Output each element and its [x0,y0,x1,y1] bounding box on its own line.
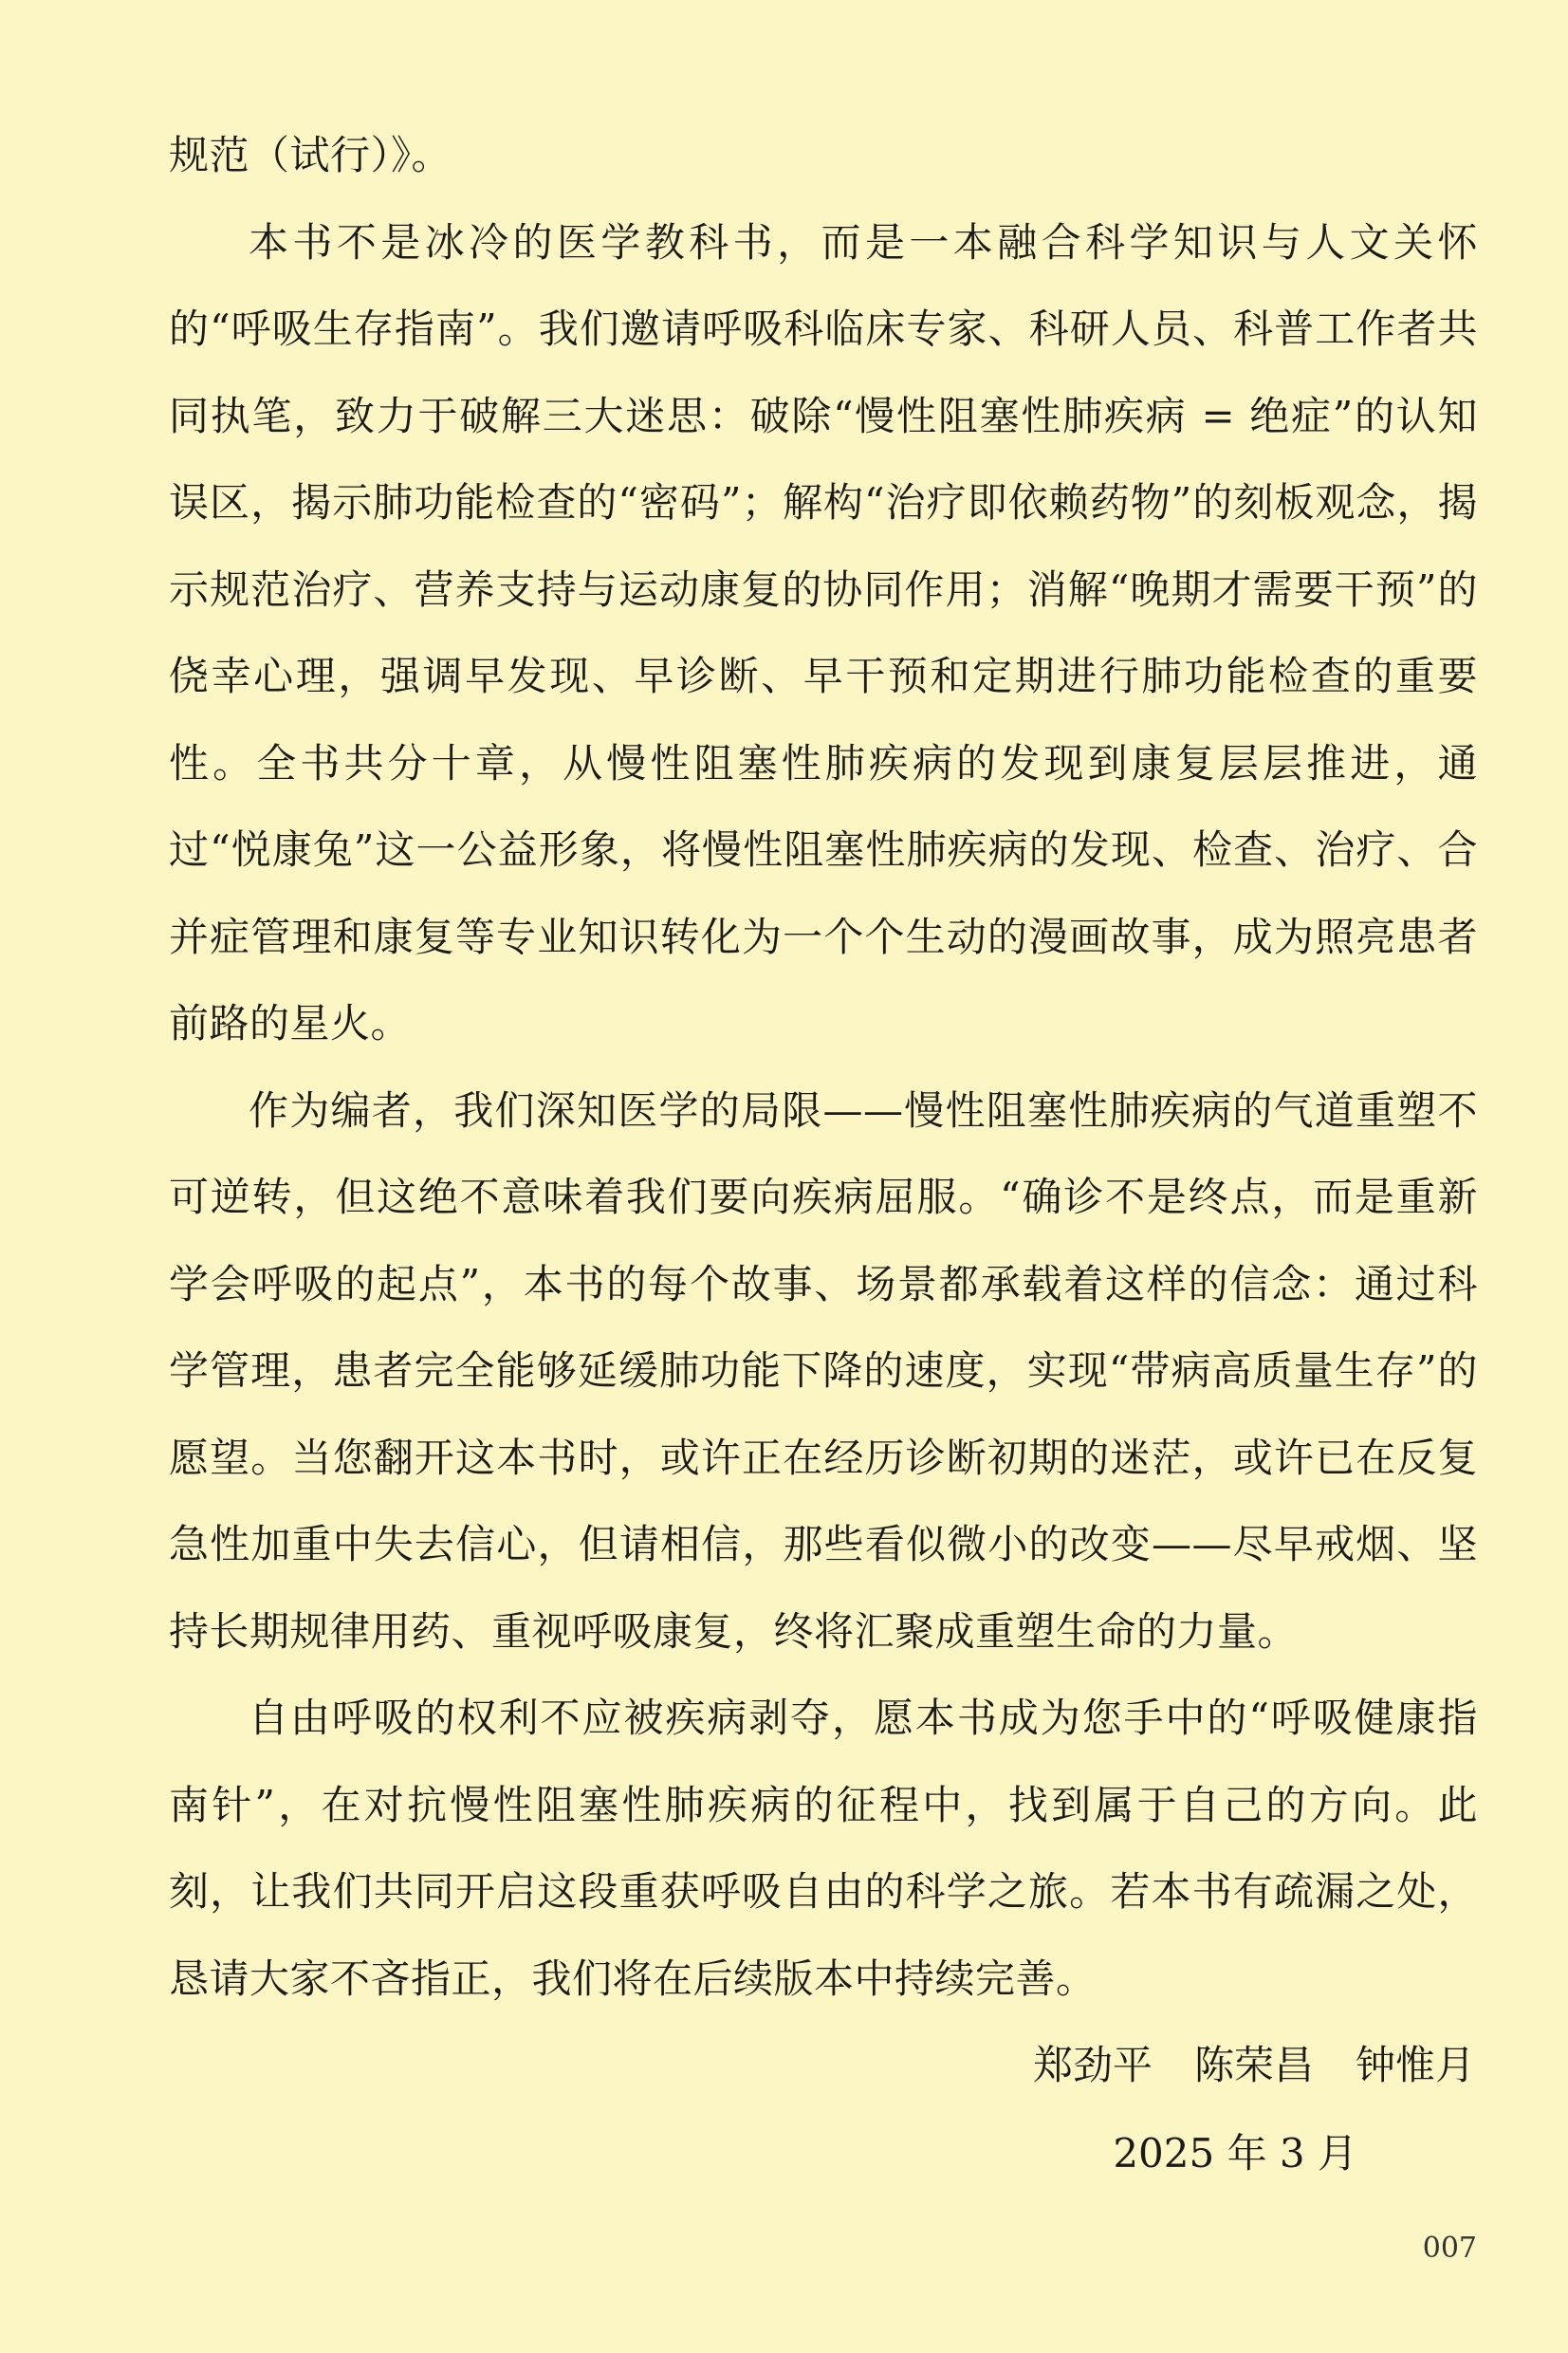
signature-date: 2025 年 3 月 [1113,2130,1357,2177]
paragraph-closing: 自由呼吸的权利不应被疾病剥夺，愿本书成为您手中的“呼吸健康指南针”，在对抗慢性阻塞性肺疾病的征程中，找到属于自己的方向。此刻，让我们共同开启这段重获呼吸自由的科学之旅。若本书有疏漏之处，恳请大家不吝指正，我们将在后续版本中持续完善。 [169,1695,1478,2002]
author-name: 郑劲平 [1032,2042,1153,2088]
paragraph-editors: 作为编者，我们深知医学的局限——慢性阻塞性肺疾病的气道重塑不可逆转，但这绝不意味着我们要向疾病屈服。“确诊不是终点，而是重新学会呼吸的起点”，本书的每个故事、场景都承载着这样的信念：通过科学管理，患者完全能够延缓肺功能下降的速度，实现“带病高质量生存”的愿望。当您翻开这本书时，或许正在经历诊断初期的迷茫，或许已在反复急性加重中失去信心，但请相信，那些看似微小的改变——尽早戒烟、坚持长期规律用药、重视呼吸康复，终将汇聚成重塑生命的力量。 [169,1086,1478,1655]
author-name: 陈荣昌 [1193,2042,1314,2088]
author-name: 钟惟月 [1355,2042,1475,2088]
paragraph-continuation: 规范（试行）》。 [169,132,452,178]
page-number: 007 [1422,2232,1477,2265]
document-body [169,112,1478,2022]
paragraph-intro: 本书不是冰冷的医学教科书，而是一本融合科学知识与人文关怀的“呼吸生存指南”。我们邀请呼吸科临床专家、科研人员、科普工作者共同执笔，致力于破解三大迷思：破除“慢性阻塞性肺疾病 = 绝症”的认知误区，揭示肺功能检查的“密码”；解构“治疗即依赖药物”的刻板观念，揭示规范治疗、营养支持与运动康复的协同作用；消解“晚期才需要干预”的侥幸心理，强调早发现、早诊断、早干预和定期进行肺功能检查的重要性。全书共分十章，从慢性阻塞性肺疾病的发现到康复层层推进，通过“悦康兔”这一公益形象，将慢性阻塞性肺疾病的发现、检查、治疗、合并症管理和康复等专业知识转化为一个个生动的漫画故事，成为照亮患者前路的星火。 [169,218,1478,1047]
author-signature [991,2032,1475,2099]
